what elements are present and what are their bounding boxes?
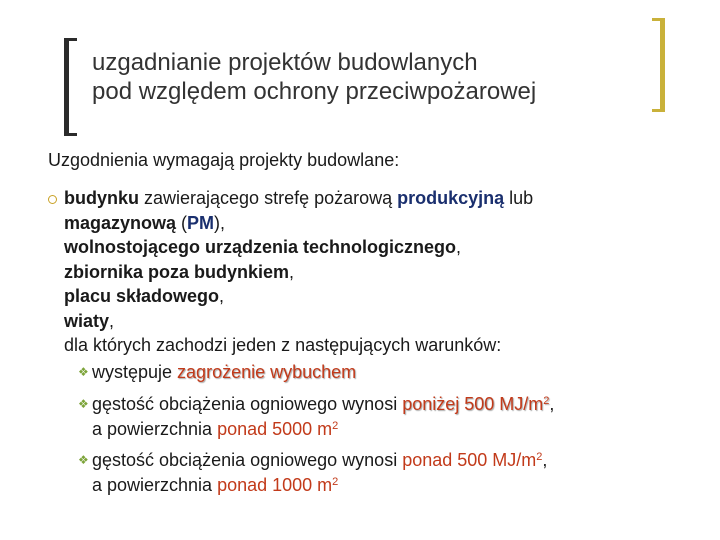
diamond-bullet-icon: ❖ (78, 397, 89, 411)
term-magazynowa: magazynową (64, 212, 177, 233)
main-line-7: dla których zachodzi jeden z następujących warunków: (64, 335, 502, 355)
main-line-2: magazynową (PM), (64, 212, 226, 233)
left-bracket-decoration (64, 38, 77, 136)
highlight-ponizej: poniżej 500 $MJ/m^2$ (402, 394, 550, 414)
diamond-bullet-icon: ❖ (78, 365, 89, 379)
diamond-bullet-icon: ❖ (78, 453, 89, 467)
term-budynku: budynku (64, 188, 139, 208)
main-line-5: placu składowego, (64, 286, 225, 306)
slide-title (92, 48, 536, 106)
main-item-text (64, 186, 533, 358)
main-line-1: budynku zawierającego strefę pożarową produkcyjną lub (64, 188, 534, 208)
highlight-ponad-5000: ponad 5000 $m^2$ (217, 419, 339, 439)
main-line-6: wiaty, (64, 310, 115, 331)
main-line-3: wolnostojącego urządzenia technologicznego, (64, 237, 462, 257)
term-pm: PM (187, 212, 215, 233)
intro-text: Uzgodnienia wymagają projekty budowlane: (48, 150, 400, 170)
right-bracket-decoration (652, 18, 665, 112)
highlight-ponad-500: ponad 500 $MJ/m^2$ (402, 450, 543, 470)
title-line-2: pod względem ochrony przeciwpożarowej (92, 78, 537, 105)
main-line-4: zbiornika poza budynkiem, (64, 261, 295, 282)
highlight-ponad-1000: ponad 1000 $m^2$ (217, 475, 339, 495)
circle-bullet-icon (48, 195, 57, 204)
term-produkcyjna: produkcyjną (397, 188, 505, 208)
highlight-zagrozenie: zagrożenie wybuchem (177, 362, 357, 382)
title-line-1: uzgadnianie projektów budowlanych (92, 49, 478, 76)
